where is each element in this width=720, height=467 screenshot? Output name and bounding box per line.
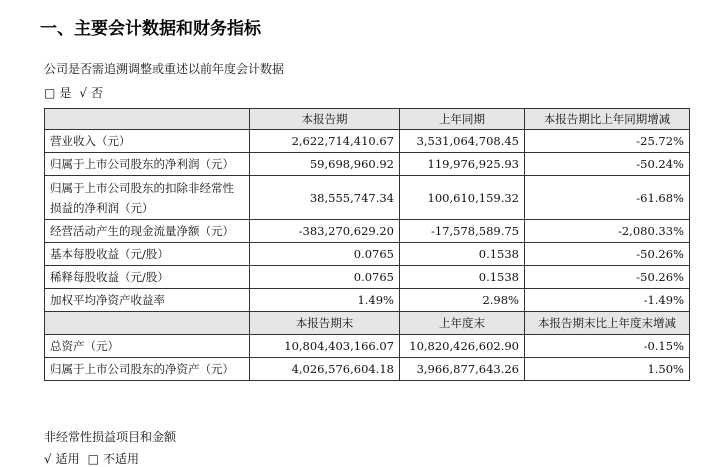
header-prior-period: 上年同期 xyxy=(400,109,525,130)
row-label: 稀释每股收益（元/股） xyxy=(45,266,250,289)
table-subheader-row xyxy=(45,312,690,335)
subheader-blank-cell xyxy=(45,312,250,335)
prior-value: 2.98% xyxy=(400,289,525,312)
change-value: -50.24% xyxy=(525,153,690,176)
header-year-end-change: 本报告期末比上年度末增减 xyxy=(525,312,690,335)
header-period-end: 本报告期末 xyxy=(250,312,400,335)
table-row xyxy=(45,335,690,358)
check-mark-icon: √ xyxy=(44,452,52,466)
table-row xyxy=(45,130,690,153)
prior-value: 100,610,159.32 xyxy=(400,176,525,220)
table-row xyxy=(45,243,690,266)
table-header-row xyxy=(45,109,690,130)
applicability-options xyxy=(44,450,139,467)
current-value: 38,555,747.34 xyxy=(250,176,400,220)
row-label: 基本每股收益（元/股） xyxy=(45,243,250,266)
table-row xyxy=(45,358,690,381)
header-current-period: 本报告期 xyxy=(250,109,400,130)
table-row xyxy=(45,220,690,243)
table-row xyxy=(45,289,690,312)
prior-value: 0.1538 xyxy=(400,266,525,289)
row-label: 加权平均净资产收益率 xyxy=(45,289,250,312)
row-label: 总资产（元） xyxy=(45,335,250,358)
period-end-value: 4,026,576,604.18 xyxy=(250,358,400,381)
table-row xyxy=(45,153,690,176)
change-value: -0.15% xyxy=(525,335,690,358)
change-value: -2,080.33% xyxy=(525,220,690,243)
check-mark-icon: √ xyxy=(79,86,88,100)
header-prior-year-end: 上年度末 xyxy=(400,312,525,335)
current-value: -383,270,629.20 xyxy=(250,220,400,243)
checkbox-unchecked-icon: □ xyxy=(87,452,100,466)
current-value: 0.0765 xyxy=(250,266,400,289)
current-value: 59,698,960.92 xyxy=(250,153,400,176)
financial-data-table xyxy=(44,108,690,381)
prior-year-end-value: 3,966,877,643.26 xyxy=(400,358,525,381)
row-label: 归属于上市公司股东的扣除非经常性损益的净利润（元） xyxy=(45,176,250,220)
row-label: 经营活动产生的现金流量净额（元） xyxy=(45,220,250,243)
period-end-value: 10,804,403,166.07 xyxy=(250,335,400,358)
prior-value: -17,578,589.75 xyxy=(400,220,525,243)
change-value: -25.72% xyxy=(525,130,690,153)
prior-year-end-value: 10,820,426,602.90 xyxy=(400,335,525,358)
prior-value: 0.1538 xyxy=(400,243,525,266)
option-yes-label: 是 xyxy=(59,86,72,100)
change-value: -50.26% xyxy=(525,243,690,266)
prior-value: 3,531,064,708.45 xyxy=(400,130,525,153)
option-applicable-label: 适用 xyxy=(55,452,80,466)
row-label: 营业收入（元） xyxy=(45,130,250,153)
table-row xyxy=(45,266,690,289)
nonrecurring-items-label: 非经常性损益项目和金额 xyxy=(44,430,177,444)
table-row xyxy=(45,176,690,220)
change-value: -50.26% xyxy=(525,266,690,289)
row-label: 归属于上市公司股东的净利润（元） xyxy=(45,153,250,176)
header-period-change: 本报告期比上年同期增减 xyxy=(525,109,690,130)
change-value: -61.68% xyxy=(525,176,690,220)
current-value: 2,622,714,410.67 xyxy=(250,130,400,153)
current-value: 0.0765 xyxy=(250,243,400,266)
restatement-options xyxy=(44,84,103,101)
change-value: -1.49% xyxy=(525,289,690,312)
header-blank-cell xyxy=(45,109,250,130)
row-label: 归属于上市公司股东的净资产（元） xyxy=(45,358,250,381)
option-not-applicable-label: 不适用 xyxy=(103,452,140,466)
restatement-question: 公司是否需追溯调整或重述以前年度会计数据 xyxy=(44,62,285,76)
prior-value: 119,976,925.93 xyxy=(400,153,525,176)
section-title: 一、主要会计数据和财务指标 xyxy=(40,19,261,39)
checkbox-unchecked-icon: □ xyxy=(44,86,56,100)
change-value: 1.50% xyxy=(525,358,690,381)
option-no-label: 否 xyxy=(91,86,104,100)
current-value: 1.49% xyxy=(250,289,400,312)
